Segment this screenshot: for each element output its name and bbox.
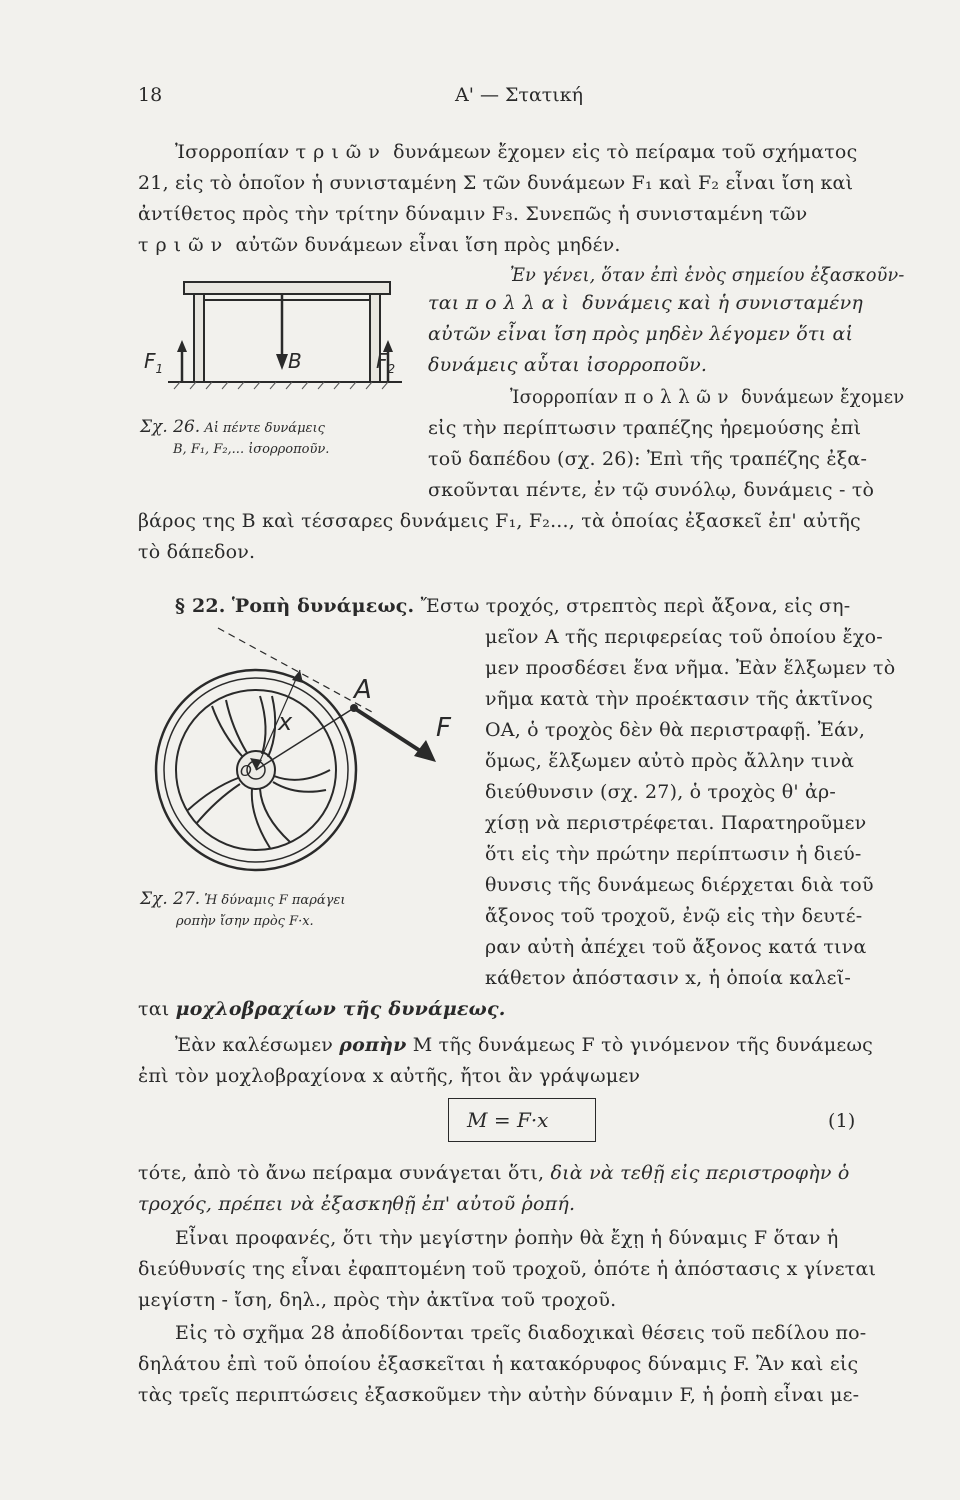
para5-line2: τροχός, πρέπει νὰ ἐξασκηθῇ ἐπ' αὐτοῦ ῥοπή. — [138, 1193, 576, 1215]
equation-box — [448, 1098, 596, 1142]
svg-text:F1: $F_1$ — [144, 349, 164, 376]
para7-line2: δηλάτου ἐπὶ τοῦ ὁποίου ἐξασκεῖται ἡ κατακόρυφος δύναμις F. Ἂν καὶ εἰς — [138, 1353, 859, 1375]
para7-line3: τὰς τρεῖς περιπτώσεις ἐξασκοῦμεν τὴν αὐτὴν δύναμιν F, ἡ ῥοπὴ εἶναι με- — [138, 1384, 860, 1406]
section-22-line2: μεῖον A τῆς περιφερείας τοῦ ὁποίου ἔχο- — [485, 626, 883, 648]
para2-line2: ται πολλαὶ δυνάμεις καὶ ἡ συνισταμένη — [428, 292, 863, 314]
label-f: F — [436, 713, 451, 743]
section-22-line11: ἄξονος τοῦ τροχοῦ, ἐνῷ εἰς τὴν δευτέ- — [485, 905, 863, 927]
para3-line1: Ἰσορροπίαν πολλῶν δυνάμεων ἔχομεν — [510, 386, 905, 408]
section-22-line3: μεν προσδέσει ἕνα νῆμα. Ἐὰν ἕλξωμεν τὸ — [485, 657, 896, 679]
section-22-line8: χίσῃ νὰ περιστρέφεται. Παρατηροῦμεν — [485, 812, 867, 834]
svg-text:F2: $F_2$ — [376, 349, 396, 376]
para3-line3: τοῦ δαπέδου (σχ. 26): Ἐπὶ τῆς τραπέζης ἐξα- — [428, 448, 868, 470]
section-22-line7: διεύθυνσιν (σχ. 27), ὁ τροχὸς θ' ἀρ- — [485, 781, 837, 803]
section-22-line9: ὅτι εἰς τὴν πρώτην περίπτωσιν ἡ διεύ- — [485, 843, 862, 865]
running-title: Α' — Στατική — [455, 84, 584, 106]
section-number: § 22. — [175, 595, 226, 617]
para3-line2: εἰς τὴν περίπτωσιν τραπέζης ἠρεμούσης ἐπὶ — [428, 417, 862, 439]
para7-line1: Εἰς τὸ σχῆμα 28 ἀποδίδονται τρεῖς διαδοχικαὶ θέσεις τοῦ πεδίλου πο- — [175, 1322, 867, 1344]
section-22-line13: κάθετον ἀπόστασιν x, ἡ ὁποία καλεῖ- — [485, 967, 851, 989]
figure-26-table — [140, 270, 410, 400]
section-22-line5: OA, ὁ τροχὸς δὲν θὰ περιστραφῇ. Ἐάν, — [485, 719, 866, 741]
label-b: B — [288, 349, 302, 373]
para6-line2: διεύθυνσίς της εἶναι ἐφαπτομένη τοῦ τροχοῦ, ὁπότε ἡ ἀπόστασις x γίνεται — [138, 1258, 877, 1280]
section-22-line10: θυνσις τῆς δυνάμεως διέρχεται διὰ τοῦ — [485, 874, 874, 896]
para3-line4: σκοῦνται πέντε, ἐν τῷ συνόλῳ, δυνάμεις - τὸ — [428, 479, 875, 501]
section-22-line6: ὅμως, ἕλξωμεν αὐτὸ πρὸς ἄλλην τινὰ — [485, 750, 855, 772]
para1-line3: ἀντίθετος πρὸς τὴν τρίτην δύναμιν F₃. Συνεπῶς ἡ συνισταμένη τῶν — [138, 203, 808, 225]
para5-line1: τότε, ἀπὸ τὸ ἄνω πείραμα συνάγεται ὅτι, διὰ νὰ τεθῇ εἰς περιστροφὴν ὁ — [138, 1162, 850, 1184]
label-f1: F — [144, 349, 156, 373]
para4-line1: Ἐὰν καλέσωμεν ροπὴν M τῆς δυνάμεως F τὸ γινόμενον τῆς δυνάμεως — [175, 1034, 874, 1056]
para3-line6: τὸ δάπεδον. — [138, 541, 256, 563]
page-number: 18 — [138, 84, 163, 106]
label-a: A — [354, 675, 372, 705]
fig27-caption-line1: Σχ. 27. Ἡ δύναμις F παράγει — [140, 889, 346, 909]
para1-line1: Ἰσορροπίαν τριῶν δυνάμεων ἔχομεν εἰς τὸ πείραμα τοῦ σχήματος — [175, 141, 858, 163]
para2-line4: δυνάμεις αὗται ἰσορροποῦν. — [428, 354, 708, 376]
section-22-line1: § 22. Ῥοπὴ δυνάμεως. Ἔστω τροχός, στρεπτὸς περὶ ἄξονα, εἰς ση- — [175, 595, 851, 617]
figure-27-wheel — [140, 620, 480, 890]
para2-line3: αὐτῶν εἶναι ἴση πρὸς μηδὲν λέγομεν ὅτι αἱ — [428, 323, 854, 345]
section-22-line12: ραν αὐτὴ ἀπέχει τοῦ ἄξονος κατά τινα — [485, 936, 867, 958]
para4-line2: ἐπὶ τὸν μοχλοβραχίονα x αὐτῆς, ἤτοι ἂν γράψωμεν — [138, 1065, 641, 1087]
label-x: x — [278, 708, 293, 736]
fig26-caption-line1: Σχ. 26. Αἱ πέντε δυνάμεις — [140, 417, 325, 437]
table-leg-left — [194, 294, 204, 382]
equation-number: (1) — [828, 1110, 856, 1132]
section-22-line14: ται μοχλοβραχίων τῆς δυνάμεως. — [138, 998, 506, 1020]
para6-line1: Εἶναι προφανές, ὅτι τὴν μεγίστην ῥοπὴν θὰ ἔχῃ ἡ δύναμις F ὅταν ἡ — [175, 1227, 839, 1249]
label-o: O — [240, 762, 252, 780]
force-f-arrow — [354, 708, 425, 754]
para1-line2: 21, εἰς τὸ ὁποῖον ἡ συνισταμένη Σ τῶν δυνάμεων F₁ καὶ F₂ εἶναι ἴση καὶ — [138, 172, 854, 194]
equation-formula: M = F·x — [467, 1108, 549, 1132]
para1-line4: τριῶν αὐτῶν δυνάμεων εἶναι ἴση πρὸς μηδέν. — [138, 234, 621, 256]
para6-line3: μεγίστη - ἴση, δηλ., πρὸς τὴν ἀκτῖνα τοῦ τροχοῦ. — [138, 1289, 617, 1311]
label-f2: F — [376, 349, 388, 373]
section-22-line4: νῆμα κατὰ τὴν προέκτασιν τῆς ἀκτῖνος — [485, 688, 873, 710]
table-top — [184, 282, 390, 294]
fig27-caption-line2: ροπὴν ἴσην πρὸς F·x. — [176, 914, 314, 929]
section-title: Ῥοπὴ δυνάμεως. — [231, 595, 415, 617]
para2-line1: Ἐν γένει, ὅταν ἐπὶ ἑνὸς σημείου ἐξασκοῦν- — [510, 264, 905, 286]
fig26-caption-line2: B, F₁, F₂,... ἰσορροποῦν. — [173, 442, 330, 457]
para3-line5: βάρος της B καὶ τέσσαρες δυνάμεις F₁, F₂..., τὰ ὁποίας ἐξασκεῖ ἐπ' αὐτῆς — [138, 510, 861, 532]
